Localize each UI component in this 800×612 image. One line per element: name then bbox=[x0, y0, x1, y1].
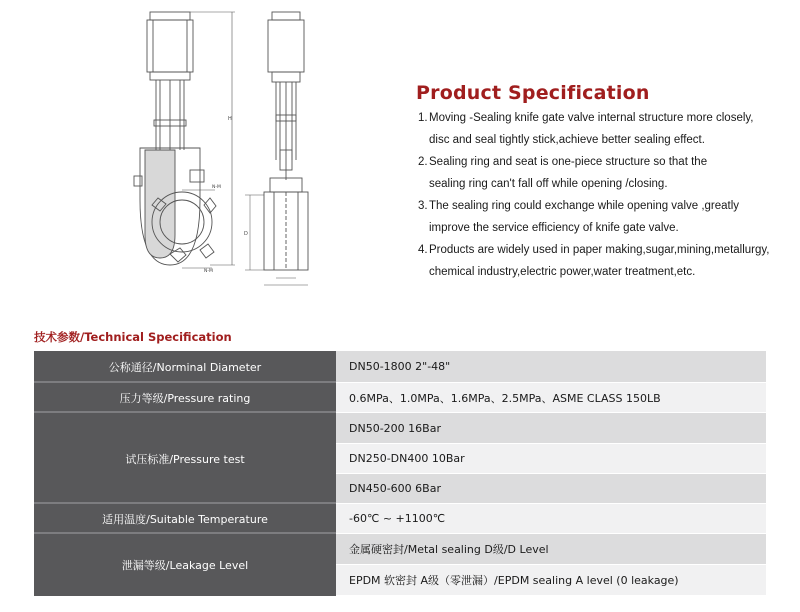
spec-item-line: The sealing ring could exchange while opening valve ,greatly bbox=[429, 200, 740, 212]
row-label: 压力等级/Pressure rating bbox=[34, 383, 336, 413]
row-label: 适用温度/Suitable Temperature bbox=[34, 504, 336, 534]
spec-item-number: 2. bbox=[418, 156, 428, 168]
product-spec-title: Product Specification bbox=[416, 82, 650, 104]
table-row-pressure-test bbox=[34, 413, 766, 504]
spec-item-line: Sealing ring and seat is one-piece structure so that the bbox=[429, 156, 708, 168]
table-row-pressure-rating bbox=[34, 383, 766, 413]
spec-item-line: Products are widely used in paper making,sugar,mining,metallurgy, bbox=[429, 244, 770, 256]
nm-label-lower: N-M bbox=[204, 269, 213, 274]
row-value: EPDM 软密封 A级（零泄漏）/EPDM sealing A level (0 leakage) bbox=[336, 565, 766, 596]
left-cylinder-cap-top bbox=[150, 12, 190, 20]
row-label: 泄漏等级/Leakage Level bbox=[34, 534, 336, 596]
height-label: H bbox=[228, 116, 232, 122]
right-cylinder-body bbox=[268, 20, 304, 72]
diameter-label: D bbox=[244, 231, 248, 237]
spec-item-line: chemical industry,electric power,water treatment,etc. bbox=[429, 266, 696, 278]
row-label: 公称通径/Norminal Diameter bbox=[34, 351, 336, 383]
row-value: DN50-200 16Bar bbox=[336, 413, 766, 444]
spec-item bbox=[418, 195, 798, 239]
spec-item-number: 1. bbox=[418, 112, 428, 124]
left-cylinder-cap-bottom bbox=[150, 72, 190, 80]
spec-item bbox=[418, 107, 798, 151]
row-value: DN450-600 6Bar bbox=[336, 474, 766, 504]
valve-technical-drawing bbox=[100, 0, 315, 300]
product-spec-list bbox=[418, 107, 798, 283]
left-cylinder-body bbox=[147, 20, 193, 72]
nm-label-upper: N-M bbox=[212, 185, 221, 190]
spec-item-line: Moving -Sealing knife gate valve internal structure more closely, bbox=[429, 112, 754, 124]
row-value: DN50-1800 2"-48" bbox=[336, 351, 766, 383]
row-value: 金属硬密封/Metal sealing D级/D Level bbox=[336, 534, 766, 565]
row-value: 0.6MPa、1.0MPa、1.6MPa、2.5MPa、ASME CLASS 150LB bbox=[336, 383, 766, 413]
spec-item-line: sealing ring can't fall off while opening /closing. bbox=[429, 178, 668, 190]
row-value: -60℃ ~ +1100℃ bbox=[336, 504, 766, 534]
technical-spec-heading: 技术参数/Technical Specification bbox=[34, 330, 232, 344]
spec-item bbox=[418, 239, 798, 283]
spec-item-line: disc and seal tightly stick,achieve better sealing effect. bbox=[429, 134, 705, 146]
row-label: 试压标准/Pressure test bbox=[34, 413, 336, 504]
row-value: DN250-DN400 10Bar bbox=[336, 444, 766, 474]
table-row-temperature bbox=[34, 504, 766, 534]
spec-item bbox=[418, 151, 798, 195]
table-row-nominal-diameter bbox=[34, 351, 766, 383]
table-row-leakage-level bbox=[34, 534, 766, 596]
spec-item-number: 4. bbox=[418, 244, 428, 256]
spec-item-number: 3. bbox=[418, 200, 428, 212]
spec-item-line: improve the service efficiency of knife gate valve. bbox=[429, 222, 679, 234]
